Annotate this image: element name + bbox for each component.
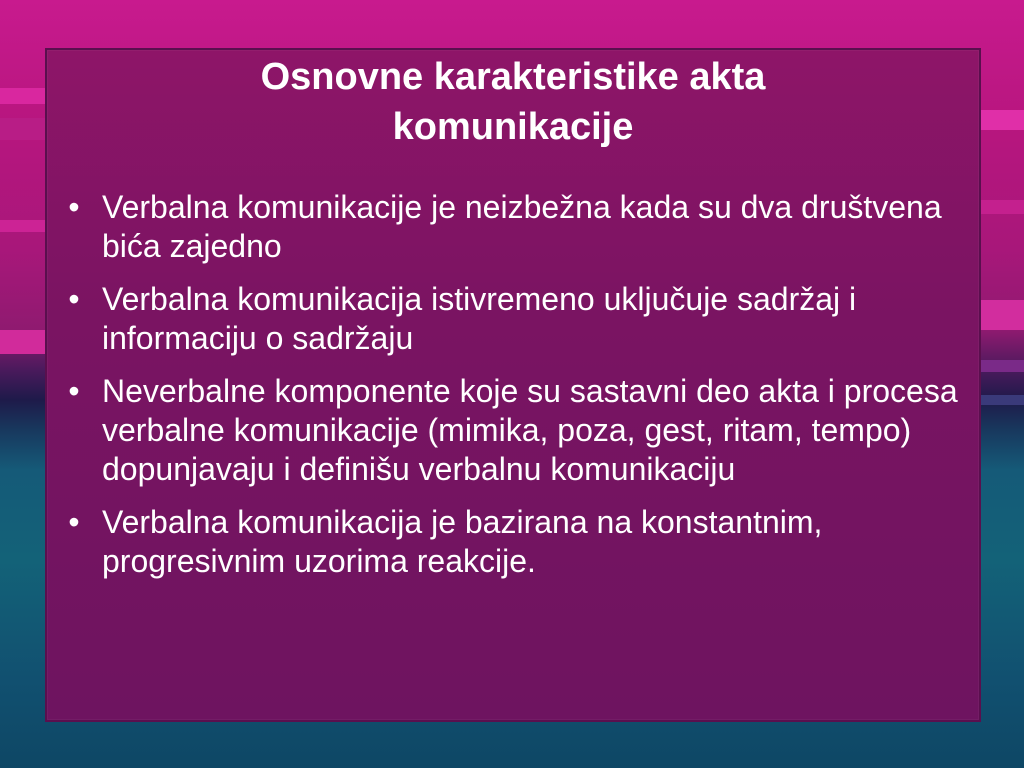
bullet-icon: • (68, 504, 80, 540)
bullet-item (59, 503, 959, 581)
bullet-text: Verbalna komunikacija je bazirana na konstantnim, progresivnim uzorima reakcije. (102, 504, 823, 579)
bullet-text: Neverbalne komponente koje su sastavni deo akta i procesa verbalne komunikacije (mimika, poza, gest, ritam, tempo) dopunjavaju i definišu verbalnu komunikaciju (102, 373, 958, 487)
bullet-icon: • (68, 189, 80, 225)
decor-stripe (980, 110, 1024, 130)
slide-title-line-2: komunikacije (392, 106, 634, 148)
bullet-text: Verbalna komunikacije je neizbežna kada su dva društvena bića zajedno (102, 189, 942, 264)
decor-stripe (980, 200, 1024, 214)
decor-stripe (980, 395, 1024, 405)
decor-stripe (0, 330, 48, 354)
slide-content-panel (45, 48, 981, 722)
decor-stripe (0, 220, 48, 232)
decor-stripe (980, 300, 1024, 330)
bullet-icon: • (68, 281, 80, 317)
bullet-item (59, 280, 959, 358)
bullet-item (59, 188, 959, 266)
bullet-icon: • (68, 373, 80, 409)
decor-stripe (0, 88, 48, 104)
bullet-text: Verbalna komunikacija istivremeno uključuje sadržaj i informaciju o sadržaju (102, 281, 857, 356)
bullet-item (59, 372, 959, 489)
decor-stripe (980, 360, 1024, 372)
slide-title (47, 50, 979, 152)
slide-title-line-1: Osnovne karakteristike akta (260, 56, 766, 98)
bullet-list (59, 188, 959, 595)
decor-stripe (0, 118, 48, 140)
